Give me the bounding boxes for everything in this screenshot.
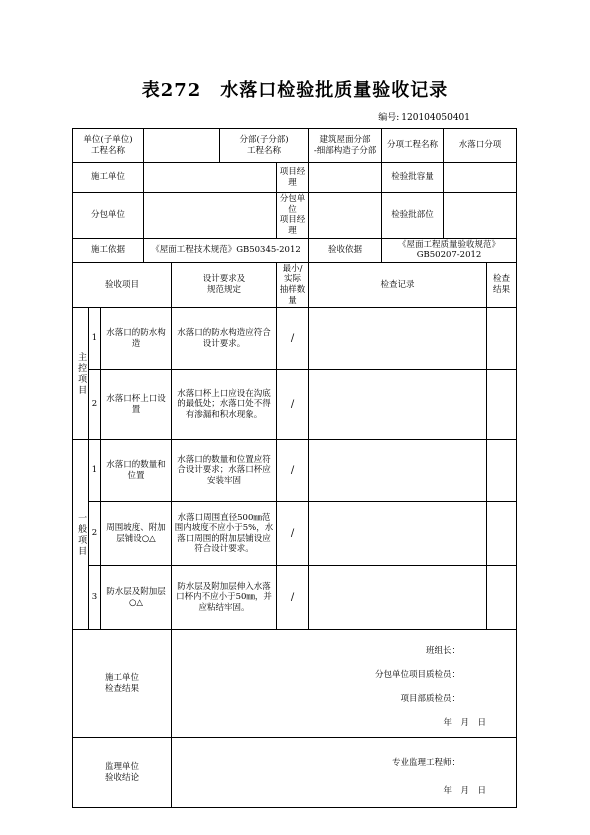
item-requirement: 防水层及附加层伸入水落口杯内不应小于50㎜，并应粘结牢固。: [172, 566, 277, 630]
item-sample: /: [277, 566, 309, 630]
serial-number: [376, 110, 470, 123]
item-sample: /: [277, 440, 309, 502]
project-qc-label: 项目部质检员：: [400, 694, 461, 705]
unit-name-label: 单位(子单位) 工程名称: [73, 129, 144, 163]
batch-capacity-label: 检验批容量: [382, 163, 444, 193]
item-requirement: 水落口的防水构造应符合设计要求。: [172, 308, 277, 370]
col-sample-header: 最小/实际 抽样数量: [277, 262, 309, 308]
supervision-area[interactable]: [172, 738, 517, 808]
acceptance-basis-value: 《屋面工程质量验收规范》 GB50207-2012: [382, 238, 517, 262]
item-result[interactable]: [487, 566, 517, 630]
item-result[interactable]: [487, 370, 517, 440]
item-no: 1: [89, 440, 101, 502]
item-record[interactable]: [309, 502, 487, 566]
col-item-header: 验收项目: [73, 262, 172, 308]
inspection-form: [72, 128, 517, 808]
batch-part-value[interactable]: [444, 193, 517, 239]
serial-label: 编号:: [378, 113, 400, 123]
table-row: [73, 502, 517, 566]
table-row: [73, 308, 517, 370]
batch-capacity-value[interactable]: [444, 163, 517, 193]
item-name: 水落口杯上口设置: [101, 370, 172, 440]
table-row: [73, 440, 517, 502]
general-group: 一般项目: [73, 440, 89, 630]
main-control-group: 主控项目: [73, 308, 89, 440]
sub-qc-label: 分包单位项目质检员：: [375, 670, 461, 681]
item-name: 防水层及附加层○△: [101, 566, 172, 630]
construction-basis-label: 施工依据: [73, 238, 144, 262]
item-name: 水落口的数量和位置: [101, 440, 172, 502]
subcontractor-label: 分包单位: [73, 193, 144, 239]
item-result[interactable]: [487, 308, 517, 370]
project-manager-value[interactable]: [309, 163, 382, 193]
team-leader-label: 班组长：: [426, 646, 461, 657]
item-sample: /: [277, 308, 309, 370]
item-requirement: 水落口周围直径500㎜范围内坡度不应小于5%，水落口周围的附加层铺设应符合设计要求。: [172, 502, 277, 566]
sub-pm-label: 分包单位 项目经理: [277, 193, 309, 239]
subdivision-label: 分部(子分部) 工程名称: [220, 129, 309, 163]
item-record[interactable]: [309, 440, 487, 502]
item-requirement: 水落口杯上口应设在沟底的最低处；水落口处不得有渗漏和积水现象。: [172, 370, 277, 440]
construction-unit-value[interactable]: [144, 163, 277, 193]
supervision-engineer-label: 专业监理工程师：: [392, 758, 461, 769]
item-requirement: 水落口的数量和位置应符合设计要求；水落口杯应安装牢固: [172, 440, 277, 502]
col-design-header: 设计要求及 规范规定: [172, 262, 277, 308]
item-name: 周围坡度、附加层铺设○△: [101, 502, 172, 566]
item-sample: /: [277, 502, 309, 566]
page-title: 表272 水落口检验批质量验收记录: [141, 80, 449, 101]
supervision-label: 监理单位 验收结论: [73, 738, 172, 808]
col-record-header: 检查记录: [309, 262, 487, 308]
project-manager-label: 项目经理: [277, 163, 309, 193]
unit-name-value[interactable]: [144, 129, 220, 163]
item-name-label: 分项工程名称: [382, 129, 444, 163]
item-record[interactable]: [309, 566, 487, 630]
item-sample: /: [277, 370, 309, 440]
sub-pm-value[interactable]: [309, 193, 382, 239]
check-date: 年 月 日: [443, 718, 487, 729]
item-no: 2: [89, 502, 101, 566]
item-no: 2: [89, 370, 101, 440]
item-record[interactable]: [309, 370, 487, 440]
construction-basis-value: 《屋面工程技术规范》GB50345-2012: [144, 238, 309, 262]
check-result-label: 施工单位 检查结果: [73, 630, 172, 738]
check-result-area[interactable]: [172, 630, 517, 738]
supervision-date: 年 月 日: [443, 786, 487, 797]
item-no: 3: [89, 566, 101, 630]
item-record[interactable]: [309, 308, 487, 370]
subdivision-value: 建筑屋面分部 -细部构造子分部: [309, 129, 382, 163]
item-result[interactable]: [487, 502, 517, 566]
col-result-header: 检查 结果: [487, 262, 517, 308]
batch-part-label: 检验批部位: [382, 193, 444, 239]
table-row: [73, 566, 517, 630]
item-no: 1: [89, 308, 101, 370]
construction-unit-label: 施工单位: [73, 163, 144, 193]
table-row: [73, 370, 517, 440]
subcontractor-value[interactable]: [144, 193, 277, 239]
acceptance-basis-label: 验收依据: [309, 238, 382, 262]
serial-value: 120104050401: [401, 113, 470, 123]
item-name: 水落口的防水构造: [101, 308, 172, 370]
item-result[interactable]: [487, 440, 517, 502]
item-name-value: 水落口分项: [444, 129, 517, 163]
